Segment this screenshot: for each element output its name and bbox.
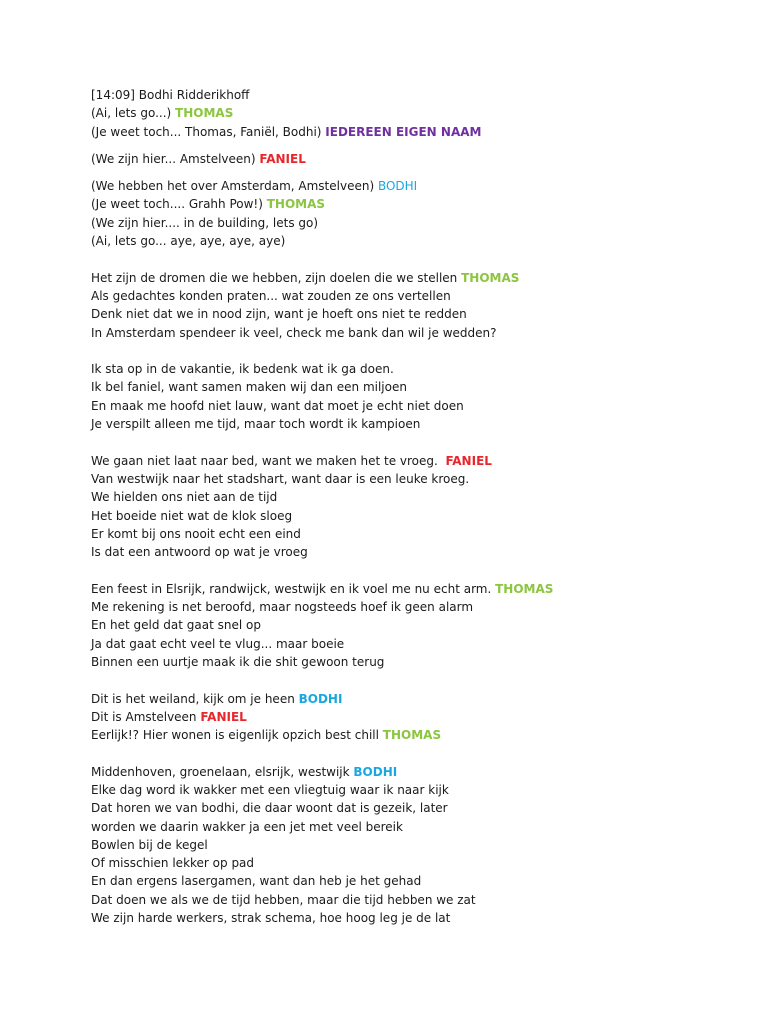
lyric-line: Als gedachtes konden praten... wat zouden ze ons vertellen xyxy=(91,288,451,303)
lyric-line: Bowlen bij de kegel xyxy=(91,837,208,852)
lyric-line: worden we daarin wakker ja een jet met veel bereik xyxy=(91,819,403,834)
lyric-line: Ik bel faniel, want samen maken wij dan een miljoen xyxy=(91,380,407,395)
lyric-line: Je verspilt alleen me tijd, maar toch wordt ik kampioen xyxy=(91,417,421,432)
lyric-line: Dat horen we van bodhi, die daar woont dat is gezeik, later xyxy=(91,801,448,816)
speaker-tag: THOMAS xyxy=(495,581,554,596)
lyric-line: En het geld dat gaat snel op xyxy=(91,618,261,633)
lyric-line: Is dat een antwoord op wat je vroeg xyxy=(91,545,308,560)
speaker-tag: IEDEREEN EIGEN NAAM xyxy=(325,124,482,139)
lyric-line: Het zijn de dromen die we hebben, zijn doelen die we stellen THOMAS xyxy=(91,270,520,285)
speaker-tag: BODHI xyxy=(353,764,398,779)
speaker-tag: THOMAS xyxy=(461,270,520,285)
lyric-line: Binnen een uurtje maak ik die shit gewoon terug xyxy=(91,654,385,669)
intro-line: (We zijn hier.... in de building, lets go) xyxy=(91,215,319,230)
lyric-line: Ja dat gaat echt veel te vlug... maar boeie xyxy=(91,636,345,651)
speaker-tag: BODHI xyxy=(377,179,418,194)
lyric-line: Me rekening is net beroofd, maar nogsteeds hoef ik geen alarm xyxy=(91,600,474,615)
speaker-tag: BODHI xyxy=(298,691,343,706)
speaker-tag: FANIEL xyxy=(445,453,492,468)
speaker-tag: THOMAS xyxy=(175,106,234,121)
speaker-tag: THOMAS xyxy=(382,728,442,743)
lyric-line: Het boeide niet wat de klok sloeg xyxy=(91,508,293,523)
lyric-line: In Amsterdam spendeer ik veel, check me bank dan wil je wedden? xyxy=(91,325,497,340)
lyric-line: Dat doen we als we de tijd hebben, maar die tijd hebben we zat xyxy=(91,892,476,907)
header-line: [14:09] Bodhi Ridderikhoff xyxy=(91,88,250,102)
intro-line: (Je weet toch.... Grahh Pow!) THOMAS xyxy=(91,197,326,212)
intro-line: (Ai, lets go... aye, aye, aye, aye) xyxy=(91,234,286,249)
lyric-line: Van westwijk naar het stadshart, want daar is een leuke kroeg. xyxy=(91,471,470,486)
lyric-line: En maak me hoofd niet lauw, want dat moet je echt niet doen xyxy=(91,398,464,413)
lyric-line: Of misschien lekker op pad xyxy=(91,856,255,871)
speaker-tag: FANIEL xyxy=(200,709,247,724)
lyric-line: Denk niet dat we in nood zijn, want je hoeft ons niet te redden xyxy=(91,307,467,322)
lyric-line: Dit is Amstelveen FANIEL xyxy=(91,709,247,724)
lyric-line: Een feest in Elsrijk, randwijck, westwijk en ik voel me nu echt arm. THOMAS xyxy=(91,581,554,596)
lyric-line: Dit is het weiland, kijk om je heen BODHI xyxy=(91,691,343,706)
lyric-line: Er komt bij ons nooit echt een eind xyxy=(91,526,301,541)
intro-line: (We hebben het over Amsterdam, Amstelveen) BODHI xyxy=(91,179,418,194)
intro-line: (Ai, lets go...) THOMAS xyxy=(91,106,234,121)
lyrics-document xyxy=(91,86,731,927)
lyric-line: We gaan niet laat naar bed, want we maken het te vroeg. FANIEL xyxy=(91,453,492,468)
lyric-line: Eerlijk!? Hier wonen is eigenlijk opzich best chill THOMAS xyxy=(91,728,442,743)
lyric-line: We zijn harde werkers, strak schema, hoe hoog leg je de lat xyxy=(91,911,451,926)
lyric-line: Ik sta op in de vakantie, ik bedenk wat ik ga doen. xyxy=(91,362,394,377)
lyric-line: Middenhoven, groenelaan, elsrijk, westwijk BODHI xyxy=(91,764,398,779)
speaker-tag: FANIEL xyxy=(259,151,306,166)
lyric-line: Elke dag word ik wakker met een vliegtuig waar ik naar kijk xyxy=(91,782,449,797)
intro-line: (Je weet toch... Thomas, Faniël, Bodhi) IEDEREEN EIGEN NAAM xyxy=(91,124,482,139)
lyric-line: We hielden ons niet aan de tijd xyxy=(91,490,278,505)
speaker-tag: THOMAS xyxy=(266,197,326,212)
lyric-line: En dan ergens lasergamen, want dan heb je het gehad xyxy=(91,874,422,889)
intro-line: (We zijn hier... Amstelveen) FANIEL xyxy=(91,151,306,166)
